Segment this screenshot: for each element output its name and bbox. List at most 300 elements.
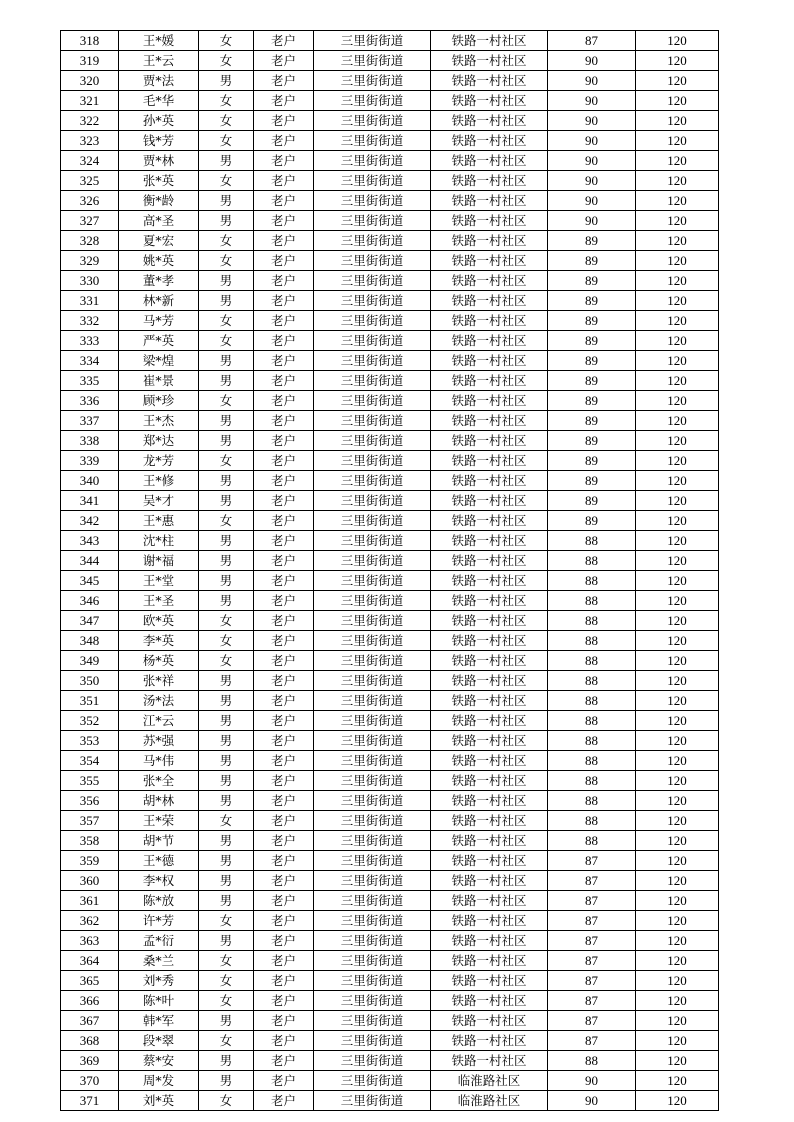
table-row xyxy=(61,1031,719,1051)
household-type-cell: 老户 xyxy=(254,471,314,491)
community-cell: 铁路一村社区 xyxy=(431,651,548,671)
household-type-cell: 老户 xyxy=(254,711,314,731)
age-cell: 89 xyxy=(548,471,636,491)
street-cell: 三里街街道 xyxy=(314,471,431,491)
serial-number-cell: 358 xyxy=(61,831,119,851)
household-type-cell: 老户 xyxy=(254,511,314,531)
household-type-cell: 老户 xyxy=(254,951,314,971)
age-cell: 87 xyxy=(548,971,636,991)
table-row xyxy=(61,791,719,811)
name-cell: 段*翠 xyxy=(119,1031,199,1051)
age-cell: 88 xyxy=(548,551,636,571)
table-row xyxy=(61,651,719,671)
table-row xyxy=(61,631,719,651)
name-cell: 吴*才 xyxy=(119,491,199,511)
community-cell: 铁路一村社区 xyxy=(431,211,548,231)
name-cell: 王*荣 xyxy=(119,811,199,831)
household-type-cell: 老户 xyxy=(254,111,314,131)
household-type-cell: 老户 xyxy=(254,291,314,311)
table-row xyxy=(61,111,719,131)
street-cell: 三里街街道 xyxy=(314,1091,431,1111)
community-cell: 铁路一村社区 xyxy=(431,111,548,131)
age-cell: 89 xyxy=(548,431,636,451)
community-cell: 铁路一村社区 xyxy=(431,831,548,851)
name-cell: 钱*芳 xyxy=(119,131,199,151)
age-cell: 89 xyxy=(548,371,636,391)
age-cell: 89 xyxy=(548,451,636,471)
serial-number-cell: 333 xyxy=(61,331,119,351)
name-cell: 刘*秀 xyxy=(119,971,199,991)
gender-cell: 女 xyxy=(199,131,254,151)
age-cell: 88 xyxy=(548,591,636,611)
age-cell: 89 xyxy=(548,311,636,331)
table-row xyxy=(61,351,719,371)
street-cell: 三里街街道 xyxy=(314,51,431,71)
street-cell: 三里街街道 xyxy=(314,671,431,691)
age-cell: 87 xyxy=(548,891,636,911)
gender-cell: 男 xyxy=(199,71,254,91)
amount-cell: 120 xyxy=(636,191,719,211)
community-cell: 铁路一村社区 xyxy=(431,1011,548,1031)
age-cell: 89 xyxy=(548,271,636,291)
community-cell: 铁路一村社区 xyxy=(431,531,548,551)
amount-cell: 120 xyxy=(636,131,719,151)
gender-cell: 女 xyxy=(199,911,254,931)
serial-number-cell: 330 xyxy=(61,271,119,291)
amount-cell: 120 xyxy=(636,411,719,431)
age-cell: 88 xyxy=(548,651,636,671)
gender-cell: 男 xyxy=(199,751,254,771)
gender-cell: 男 xyxy=(199,1071,254,1091)
household-type-cell: 老户 xyxy=(254,651,314,671)
street-cell: 三里街街道 xyxy=(314,331,431,351)
gender-cell: 女 xyxy=(199,111,254,131)
community-cell: 铁路一村社区 xyxy=(431,611,548,631)
household-type-cell: 老户 xyxy=(254,791,314,811)
age-cell: 88 xyxy=(548,1051,636,1071)
amount-cell: 120 xyxy=(636,331,719,351)
age-cell: 89 xyxy=(548,511,636,531)
table-row xyxy=(61,851,719,871)
street-cell: 三里街街道 xyxy=(314,111,431,131)
gender-cell: 男 xyxy=(199,711,254,731)
gender-cell: 女 xyxy=(199,171,254,191)
name-cell: 李*权 xyxy=(119,871,199,891)
name-cell: 王*修 xyxy=(119,471,199,491)
gender-cell: 男 xyxy=(199,491,254,511)
age-cell: 88 xyxy=(548,531,636,551)
serial-number-cell: 342 xyxy=(61,511,119,531)
amount-cell: 120 xyxy=(636,851,719,871)
community-cell: 铁路一村社区 xyxy=(431,31,548,51)
amount-cell: 120 xyxy=(636,351,719,371)
household-type-cell: 老户 xyxy=(254,311,314,331)
serial-number-cell: 351 xyxy=(61,691,119,711)
community-cell: 铁路一村社区 xyxy=(431,891,548,911)
name-cell: 苏*强 xyxy=(119,731,199,751)
household-type-cell: 老户 xyxy=(254,771,314,791)
serial-number-cell: 370 xyxy=(61,1071,119,1091)
serial-number-cell: 362 xyxy=(61,911,119,931)
street-cell: 三里街街道 xyxy=(314,591,431,611)
street-cell: 三里街街道 xyxy=(314,411,431,431)
gender-cell: 男 xyxy=(199,371,254,391)
household-type-cell: 老户 xyxy=(254,1051,314,1071)
serial-number-cell: 331 xyxy=(61,291,119,311)
street-cell: 三里街街道 xyxy=(314,811,431,831)
household-type-cell: 老户 xyxy=(254,151,314,171)
street-cell: 三里街街道 xyxy=(314,71,431,91)
gender-cell: 女 xyxy=(199,91,254,111)
serial-number-cell: 347 xyxy=(61,611,119,631)
gender-cell: 男 xyxy=(199,731,254,751)
table-row xyxy=(61,231,719,251)
street-cell: 三里街街道 xyxy=(314,831,431,851)
street-cell: 三里街街道 xyxy=(314,791,431,811)
age-cell: 88 xyxy=(548,751,636,771)
age-cell: 87 xyxy=(548,1011,636,1031)
gender-cell: 男 xyxy=(199,291,254,311)
street-cell: 三里街街道 xyxy=(314,151,431,171)
amount-cell: 120 xyxy=(636,491,719,511)
community-cell: 铁路一村社区 xyxy=(431,291,548,311)
gender-cell: 女 xyxy=(199,971,254,991)
name-cell: 梁*煌 xyxy=(119,351,199,371)
community-cell: 铁路一村社区 xyxy=(431,391,548,411)
gender-cell: 女 xyxy=(199,31,254,51)
gender-cell: 女 xyxy=(199,311,254,331)
table-row xyxy=(61,331,719,351)
age-cell: 89 xyxy=(548,251,636,271)
name-cell: 王*惠 xyxy=(119,511,199,531)
age-cell: 89 xyxy=(548,411,636,431)
street-cell: 三里街街道 xyxy=(314,31,431,51)
name-cell: 贾*法 xyxy=(119,71,199,91)
serial-number-cell: 318 xyxy=(61,31,119,51)
community-cell: 铁路一村社区 xyxy=(431,271,548,291)
table-row xyxy=(61,371,719,391)
gender-cell: 女 xyxy=(199,511,254,531)
community-cell: 铁路一村社区 xyxy=(431,851,548,871)
gender-cell: 男 xyxy=(199,151,254,171)
table-row xyxy=(61,771,719,791)
name-cell: 汤*法 xyxy=(119,691,199,711)
household-type-cell: 老户 xyxy=(254,1031,314,1051)
gender-cell: 男 xyxy=(199,551,254,571)
household-type-cell: 老户 xyxy=(254,831,314,851)
age-cell: 90 xyxy=(548,71,636,91)
name-cell: 欧*英 xyxy=(119,611,199,631)
amount-cell: 120 xyxy=(636,891,719,911)
amount-cell: 120 xyxy=(636,631,719,651)
household-type-cell: 老户 xyxy=(254,1071,314,1091)
table-row xyxy=(61,1091,719,1111)
table-row xyxy=(61,811,719,831)
amount-cell: 120 xyxy=(636,971,719,991)
gender-cell: 女 xyxy=(199,951,254,971)
amount-cell: 120 xyxy=(636,271,719,291)
table-row xyxy=(61,991,719,1011)
gender-cell: 女 xyxy=(199,331,254,351)
age-cell: 87 xyxy=(548,1031,636,1051)
gender-cell: 男 xyxy=(199,871,254,891)
serial-number-cell: 320 xyxy=(61,71,119,91)
name-cell: 蔡*安 xyxy=(119,1051,199,1071)
community-cell: 铁路一村社区 xyxy=(431,151,548,171)
street-cell: 三里街街道 xyxy=(314,571,431,591)
serial-number-cell: 353 xyxy=(61,731,119,751)
age-cell: 90 xyxy=(548,1091,636,1111)
table-row xyxy=(61,431,719,451)
serial-number-cell: 352 xyxy=(61,711,119,731)
household-type-cell: 老户 xyxy=(254,891,314,911)
community-cell: 铁路一村社区 xyxy=(431,1051,548,1071)
amount-cell: 120 xyxy=(636,51,719,71)
street-cell: 三里街街道 xyxy=(314,271,431,291)
household-type-cell: 老户 xyxy=(254,491,314,511)
serial-number-cell: 327 xyxy=(61,211,119,231)
serial-number-cell: 366 xyxy=(61,991,119,1011)
community-cell: 铁路一村社区 xyxy=(431,791,548,811)
street-cell: 三里街街道 xyxy=(314,351,431,371)
table-row xyxy=(61,951,719,971)
amount-cell: 120 xyxy=(636,671,719,691)
table-row xyxy=(61,1011,719,1031)
table-row xyxy=(61,591,719,611)
household-type-cell: 老户 xyxy=(254,51,314,71)
street-cell: 三里街街道 xyxy=(314,711,431,731)
table-row xyxy=(61,191,719,211)
age-cell: 87 xyxy=(548,991,636,1011)
amount-cell: 120 xyxy=(636,591,719,611)
age-cell: 88 xyxy=(548,571,636,591)
serial-number-cell: 343 xyxy=(61,531,119,551)
name-cell: 张*全 xyxy=(119,771,199,791)
table-row xyxy=(61,511,719,531)
table-row xyxy=(61,171,719,191)
serial-number-cell: 367 xyxy=(61,1011,119,1031)
community-cell: 临淮路社区 xyxy=(431,1091,548,1111)
street-cell: 三里街街道 xyxy=(314,1071,431,1091)
amount-cell: 120 xyxy=(636,991,719,1011)
serial-number-cell: 323 xyxy=(61,131,119,151)
name-cell: 王*圣 xyxy=(119,591,199,611)
serial-number-cell: 336 xyxy=(61,391,119,411)
subsidy-table xyxy=(60,30,719,1111)
age-cell: 88 xyxy=(548,731,636,751)
gender-cell: 男 xyxy=(199,671,254,691)
amount-cell: 120 xyxy=(636,871,719,891)
community-cell: 铁路一村社区 xyxy=(431,471,548,491)
amount-cell: 120 xyxy=(636,471,719,491)
serial-number-cell: 328 xyxy=(61,231,119,251)
street-cell: 三里街街道 xyxy=(314,391,431,411)
name-cell: 王*云 xyxy=(119,51,199,71)
community-cell: 铁路一村社区 xyxy=(431,131,548,151)
serial-number-cell: 348 xyxy=(61,631,119,651)
serial-number-cell: 340 xyxy=(61,471,119,491)
household-type-cell: 老户 xyxy=(254,1011,314,1031)
household-type-cell: 老户 xyxy=(254,631,314,651)
age-cell: 87 xyxy=(548,951,636,971)
name-cell: 林*新 xyxy=(119,291,199,311)
table-row xyxy=(61,691,719,711)
age-cell: 90 xyxy=(548,1071,636,1091)
table-row xyxy=(61,531,719,551)
age-cell: 89 xyxy=(548,291,636,311)
community-cell: 铁路一村社区 xyxy=(431,571,548,591)
household-type-cell: 老户 xyxy=(254,191,314,211)
age-cell: 88 xyxy=(548,671,636,691)
table-row xyxy=(61,571,719,591)
serial-number-cell: 337 xyxy=(61,411,119,431)
name-cell: 孟*衍 xyxy=(119,931,199,951)
amount-cell: 120 xyxy=(636,31,719,51)
name-cell: 江*云 xyxy=(119,711,199,731)
community-cell: 铁路一村社区 xyxy=(431,51,548,71)
street-cell: 三里街街道 xyxy=(314,451,431,471)
gender-cell: 女 xyxy=(199,391,254,411)
street-cell: 三里街街道 xyxy=(314,691,431,711)
street-cell: 三里街街道 xyxy=(314,531,431,551)
gender-cell: 男 xyxy=(199,271,254,291)
amount-cell: 120 xyxy=(636,111,719,131)
gender-cell: 女 xyxy=(199,651,254,671)
street-cell: 三里街街道 xyxy=(314,551,431,571)
gender-cell: 女 xyxy=(199,1091,254,1111)
household-type-cell: 老户 xyxy=(254,91,314,111)
table-row xyxy=(61,911,719,931)
community-cell: 铁路一村社区 xyxy=(431,1031,548,1051)
serial-number-cell: 368 xyxy=(61,1031,119,1051)
serial-number-cell: 321 xyxy=(61,91,119,111)
street-cell: 三里街街道 xyxy=(314,651,431,671)
serial-number-cell: 341 xyxy=(61,491,119,511)
table-row xyxy=(61,551,719,571)
name-cell: 马*芳 xyxy=(119,311,199,331)
household-type-cell: 老户 xyxy=(254,1091,314,1111)
household-type-cell: 老户 xyxy=(254,131,314,151)
serial-number-cell: 346 xyxy=(61,591,119,611)
amount-cell: 120 xyxy=(636,771,719,791)
household-type-cell: 老户 xyxy=(254,391,314,411)
age-cell: 90 xyxy=(548,111,636,131)
amount-cell: 120 xyxy=(636,691,719,711)
household-type-cell: 老户 xyxy=(254,671,314,691)
household-type-cell: 老户 xyxy=(254,231,314,251)
gender-cell: 女 xyxy=(199,251,254,271)
community-cell: 铁路一村社区 xyxy=(431,551,548,571)
table-row xyxy=(61,891,719,911)
age-cell: 87 xyxy=(548,851,636,871)
street-cell: 三里街街道 xyxy=(314,771,431,791)
serial-number-cell: 349 xyxy=(61,651,119,671)
name-cell: 毛*华 xyxy=(119,91,199,111)
street-cell: 三里街街道 xyxy=(314,251,431,271)
gender-cell: 男 xyxy=(199,591,254,611)
serial-number-cell: 332 xyxy=(61,311,119,331)
serial-number-cell: 355 xyxy=(61,771,119,791)
household-type-cell: 老户 xyxy=(254,531,314,551)
serial-number-cell: 319 xyxy=(61,51,119,71)
street-cell: 三里街街道 xyxy=(314,131,431,151)
table-body xyxy=(61,31,719,1111)
serial-number-cell: 334 xyxy=(61,351,119,371)
amount-cell: 120 xyxy=(636,391,719,411)
age-cell: 88 xyxy=(548,771,636,791)
community-cell: 铁路一村社区 xyxy=(431,371,548,391)
age-cell: 88 xyxy=(548,831,636,851)
age-cell: 89 xyxy=(548,491,636,511)
gender-cell: 女 xyxy=(199,51,254,71)
serial-number-cell: 344 xyxy=(61,551,119,571)
age-cell: 90 xyxy=(548,131,636,151)
table-row xyxy=(61,251,719,271)
gender-cell: 男 xyxy=(199,411,254,431)
name-cell: 刘*英 xyxy=(119,1091,199,1111)
table-row xyxy=(61,471,719,491)
household-type-cell: 老户 xyxy=(254,751,314,771)
street-cell: 三里街街道 xyxy=(314,751,431,771)
street-cell: 三里街街道 xyxy=(314,1051,431,1071)
household-type-cell: 老户 xyxy=(254,551,314,571)
street-cell: 三里街街道 xyxy=(314,211,431,231)
street-cell: 三里街街道 xyxy=(314,991,431,1011)
street-cell: 三里街街道 xyxy=(314,631,431,651)
table-row xyxy=(61,211,719,231)
household-type-cell: 老户 xyxy=(254,611,314,631)
household-type-cell: 老户 xyxy=(254,431,314,451)
street-cell: 三里街街道 xyxy=(314,611,431,631)
street-cell: 三里街街道 xyxy=(314,891,431,911)
name-cell: 衡*龄 xyxy=(119,191,199,211)
name-cell: 周*发 xyxy=(119,1071,199,1091)
household-type-cell: 老户 xyxy=(254,991,314,1011)
household-type-cell: 老户 xyxy=(254,931,314,951)
age-cell: 87 xyxy=(548,31,636,51)
gender-cell: 男 xyxy=(199,351,254,371)
amount-cell: 120 xyxy=(636,231,719,251)
age-cell: 88 xyxy=(548,811,636,831)
amount-cell: 120 xyxy=(636,171,719,191)
household-type-cell: 老户 xyxy=(254,371,314,391)
gender-cell: 男 xyxy=(199,931,254,951)
household-type-cell: 老户 xyxy=(254,211,314,231)
name-cell: 贾*林 xyxy=(119,151,199,171)
table-row xyxy=(61,411,719,431)
table-row xyxy=(61,491,719,511)
name-cell: 桑*兰 xyxy=(119,951,199,971)
table-row xyxy=(61,751,719,771)
street-cell: 三里街街道 xyxy=(314,311,431,331)
amount-cell: 120 xyxy=(636,371,719,391)
name-cell: 陈*放 xyxy=(119,891,199,911)
serial-number-cell: 364 xyxy=(61,951,119,971)
name-cell: 沈*柱 xyxy=(119,531,199,551)
street-cell: 三里街街道 xyxy=(314,171,431,191)
community-cell: 铁路一村社区 xyxy=(431,71,548,91)
household-type-cell: 老户 xyxy=(254,571,314,591)
name-cell: 王*堂 xyxy=(119,571,199,591)
name-cell: 张*祥 xyxy=(119,671,199,691)
amount-cell: 120 xyxy=(636,91,719,111)
serial-number-cell: 360 xyxy=(61,871,119,891)
gender-cell: 女 xyxy=(199,631,254,651)
amount-cell: 120 xyxy=(636,711,719,731)
amount-cell: 120 xyxy=(636,791,719,811)
table-row xyxy=(61,91,719,111)
gender-cell: 女 xyxy=(199,231,254,251)
